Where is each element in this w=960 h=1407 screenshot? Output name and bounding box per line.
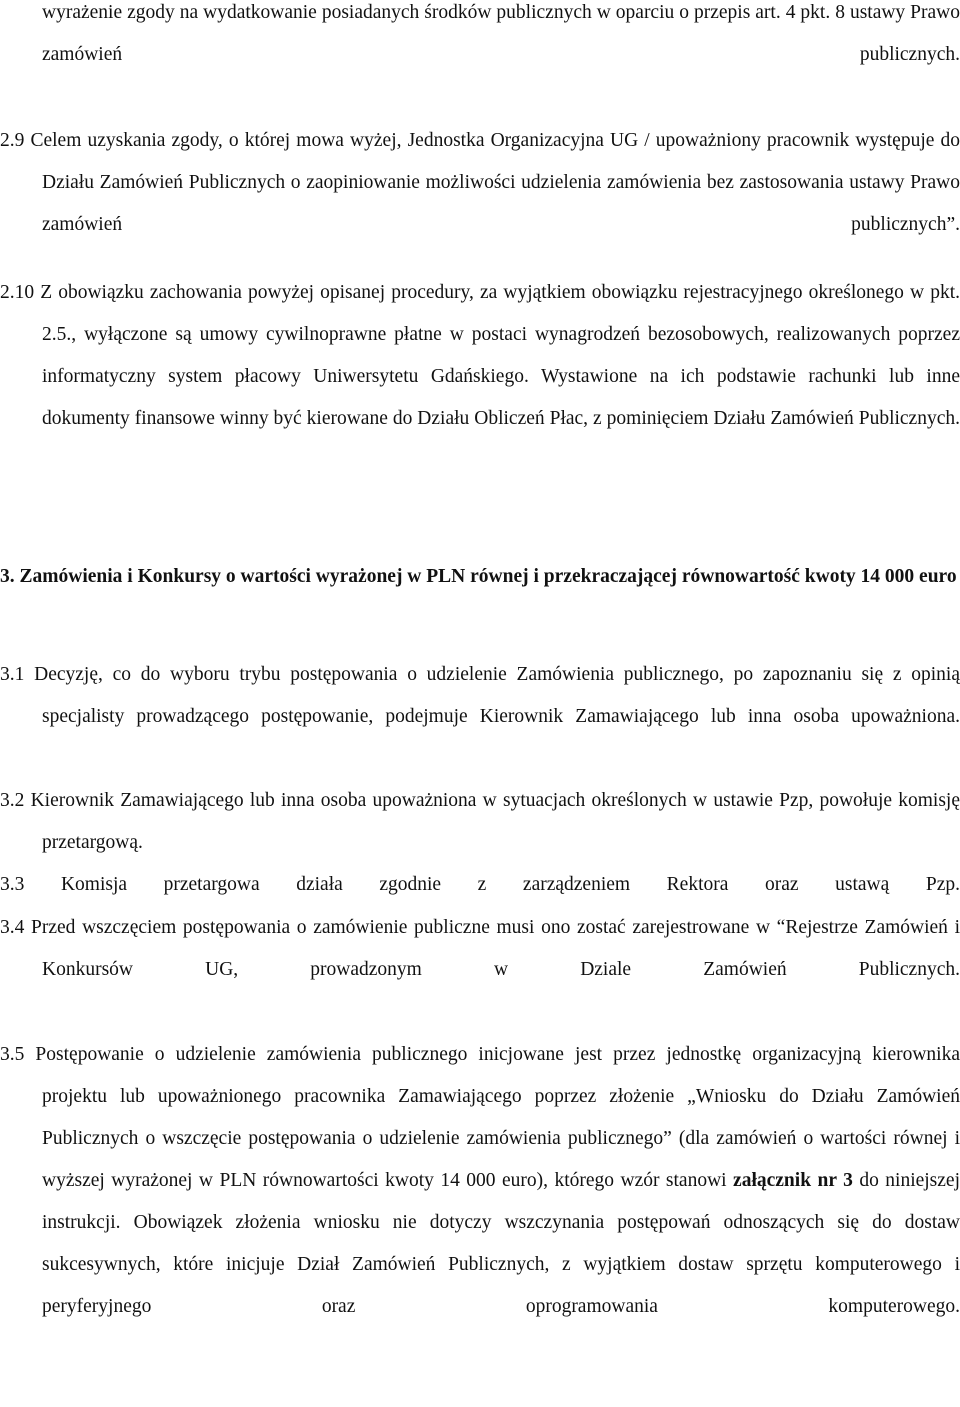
paragraph-3-2: 3.2 Kierownik Zamawiającego lub inna osoba upoważniona w sytuacjach określonych w ustawie Pzp, powołuje komisję przetargową.: [0, 790, 960, 853]
attachment-reference: załącznik nr 3: [733, 1170, 853, 1191]
paragraph-3-5: [0, 1034, 960, 1370]
paragraph-2-10: 2.10 Z obowiązku zachowania powyżej opisanej procedury, za wyjątkiem obowiązku rejestracyjnego określonego w pkt. 2.5., wyłączone są umowy cywilnoprawne płatne w postaci wynagrodzeń bezosobowych, realizowanych poprzez informatyczny system płacowy Uniwersytetu Gdańskiego. Wystawione na ich podstawie rachunki lub inne dokumenty finansowe winny być kierowane do Działu Obliczeń Płac, z pominięciem Działu Zamówień Publicznych.: [0, 282, 960, 429]
paragraph-3-5-text-b: do niniejszej instrukcji. Obowiązek złożenia wniosku nie dotyczy wszczynania postępowań odnoszących się do dostaw sukcesywnych, które inicjuje Dział Zamówień Publicznych, z wyjątkiem dostaw sprzętu komputerowego i peryferyjnego oraz oprogramowania komputerowego.: [42, 1170, 960, 1317]
paragraph-3-1: 3.1 Decyzję, co do wyboru trybu postępowania o udzielenie Zamówienia publicznego, po zapoznaniu się z opinią specjalisty prowadzącego postępowanie, podejmuje Kierownik Zamawiającego lub inna osoba upoważniona.: [0, 664, 960, 727]
paragraph-2-9: 2.9 Celem uzyskania zgody, o której mowa wyżej, Jednostka Organizacyjna UG / upoważniony pracownik występuje do Działu Zamówień Publicznych o zaopiniowanie możliwości udzielenia zamówienia bez zastosowania ustawy Prawo zamówień publicznych”.: [0, 130, 960, 235]
section-3-heading: 3. Zamówienia i Konkursy o wartości wyrażonej w PLN równej i przekraczającej równowartość kwoty 14 000 euro: [0, 566, 957, 587]
paragraph-3-4: 3.4 Przed wszczęciem postępowania o zamówienie publiczne musi ono zostać zarejestrowane w “Rejestrze Zamówień i Konkursów UG, prowadzonym w Dziale Zamówień Publicznych.: [0, 917, 960, 980]
paragraph-3-5-text-a: 3.5 Postępowanie o udzielenie zamówienia publicznego inicjowane jest przez jednostkę organizacyjną kierownika projektu lub upoważnionego pracownika Zamawiającego poprzez złożenie „Wniosku do Działu Zamówień Publicznych o wszczęcie postępowania o udzielenie zamówienia publicznego” (dla zamówień o wartości równej i wyższej wyrażonej w PLN równowartości kwoty 14 000 euro), którego wzór stanowi: [0, 1044, 960, 1191]
paragraph-2-8-continuation: wyrażenie zgody na wydatkowanie posiadanych środków publicznych w oparciu o przepis art. 4 pkt. 8 ustawy Prawo zamówień publicznych.: [42, 2, 960, 65]
paragraph-3-3: 3.3 Komisja przetargowa działa zgodnie z zarządzeniem Rektora oraz ustawą Pzp.: [0, 874, 960, 895]
